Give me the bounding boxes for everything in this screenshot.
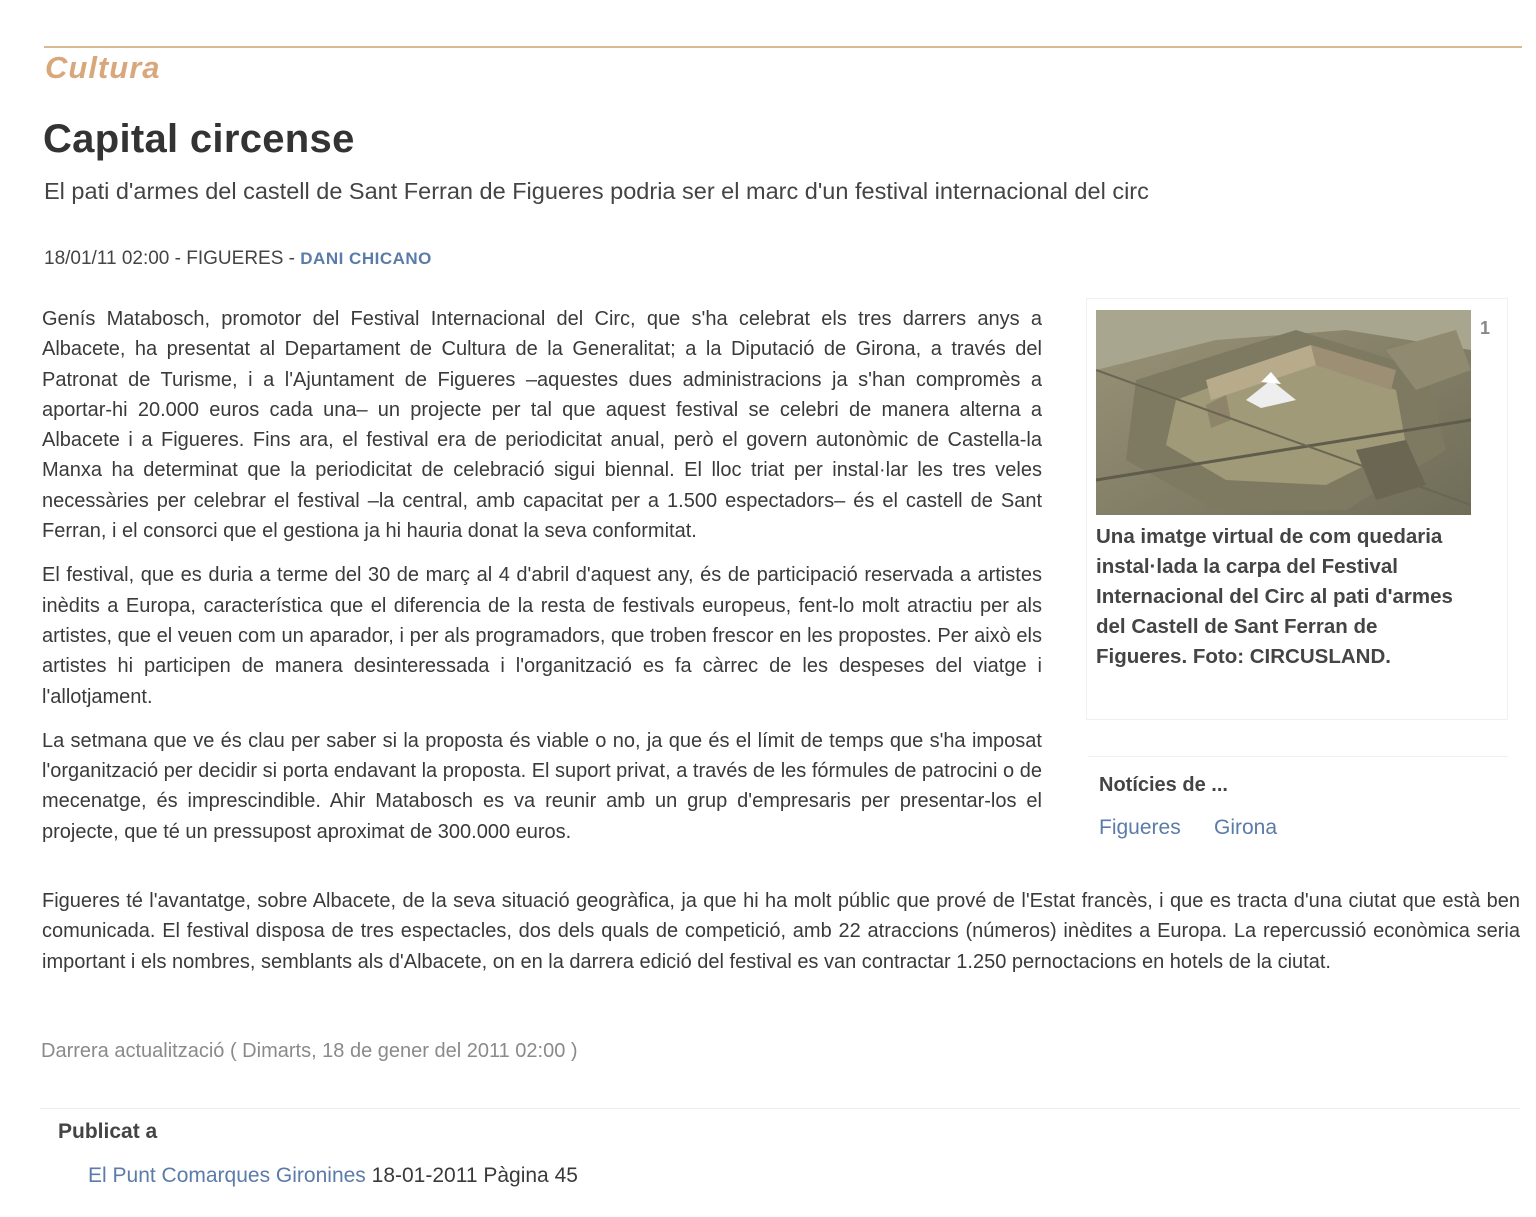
article-photo[interactable] xyxy=(1096,310,1471,515)
article-paragraph-continued: Figueres té l'avantatge, sobre Albacete, de la seva situació geogràfica, ja que hi ha molt públic que prové de l'Estat francès, i que es tracta d'una ciutat que està ben comunicada. El festival disposa de tres espectacles, dos dels quals de competició, amb 22 atraccions (números) inèdites a Europa. La repercussió econòmica seria important i els nombres, semblants als d'Albacete, on en la darrera edició del festival es van contractar 1.250 pernoctacions en hotels de la ciutat. xyxy=(42,890,1520,973)
related-link-figueres[interactable]: Figueres xyxy=(1099,816,1181,839)
section-title: Cultura xyxy=(45,50,161,85)
published-box xyxy=(40,1108,1520,1217)
byline-separator: - xyxy=(288,248,301,269)
published-line xyxy=(88,1164,578,1188)
article-author-link[interactable]: DANI CHICANO xyxy=(300,249,432,268)
published-label: Publicat a xyxy=(58,1120,158,1143)
article-paragraph: La setmana que ve és clau per saber si la proposta és viable o no, ja que és el límit de temps que s'ha imposat l'organització per decidir si porta endavant la proposta. El suport privat, a través de les fórmules de patrocini o de mecenatge, és imprescindible. Ahir Matabosch es va reunir amb un grup d'empresaris per presentar-los el projecte, que té un pressupost aproximat de 300.000 euros. xyxy=(42,729,1042,843)
article-subtitle: El pati d'armes del castell de Sant Ferran de Figueres podria ser el marc d'un festival internacional del circ xyxy=(44,178,1149,204)
related-link-girona[interactable]: Girona xyxy=(1214,816,1278,839)
article-date: 18/01/11 02:00 xyxy=(44,248,170,269)
article-location: FIGUERES xyxy=(186,248,284,269)
photo-number: 1 xyxy=(1480,318,1491,338)
related-news-box xyxy=(1088,756,1508,859)
article-body xyxy=(42,304,1042,847)
byline xyxy=(44,248,432,270)
article-paragraph: Genís Matabosch, promotor del Festival Internacional del Circ, que s'ha celebrat els tres darrers anys a Albacete, ha presentat al Departament de Cultura de la Generalitat; a la Diputació de Girona, a través del Patronat de Turisme, i a l'Ajuntament de Figueres –aquestes dues administracions ja s'han compromès a aportar-hi 20.000 euros cada una– un projecte per tal que aquest festival se celebri de manera alterna a Albacete i a Figueres. Fins ara, el festival era de periodicitat anual, però el govern autonòmic de Castella-la Manxa ha determinat que la periodicitat de celebració sigui biennal. El lloc triat per instal·lar les tres veles necessàries per celebrar el festival –la central, amb capacitat per a 1.500 espectadors– és el castell de Sant Ferran, i el consorci que el gestiona ja hi hauria donat la seva conformitat. xyxy=(42,308,1042,543)
photo-caption: Una imatge virtual de com quedaria instal·lada la carpa del Festival Internacional del Circ al pati d'armes del Castell de Sant Ferran de Figueres. Foto: CIRCUSLAND. xyxy=(1096,525,1453,668)
last-updated: Darrera actualització ( Dimarts, 18 de gener del 2011 02:00 ) xyxy=(41,1040,578,1062)
article-title: Capital circense xyxy=(43,117,355,161)
castle-aerial-image xyxy=(1096,310,1471,515)
related-news-title: Notícies de ... xyxy=(1099,774,1228,796)
published-source-link[interactable]: El Punt Comarques Gironines xyxy=(88,1164,366,1187)
article-paragraph: El festival, que es duria a terme del 30 de març al 4 d'abril d'aquest any, és de participació reservada a artistes inèdits a Europa, característica que el diferencia de la resta de festivals europeus, fent-lo molt atractiu per als artistes, que el veuen com un aparador, i per als programadors, que troben frescor en les propostes. Per això els artistes hi participen de manera desinteressada i l'organització es fa càrrec de les despeses del viatge i l'allotjament. xyxy=(42,564,1042,708)
byline-separator: - xyxy=(174,248,187,269)
published-details: 18-01-2011 Pàgina 45 xyxy=(371,1164,578,1187)
top-divider xyxy=(44,46,1522,48)
